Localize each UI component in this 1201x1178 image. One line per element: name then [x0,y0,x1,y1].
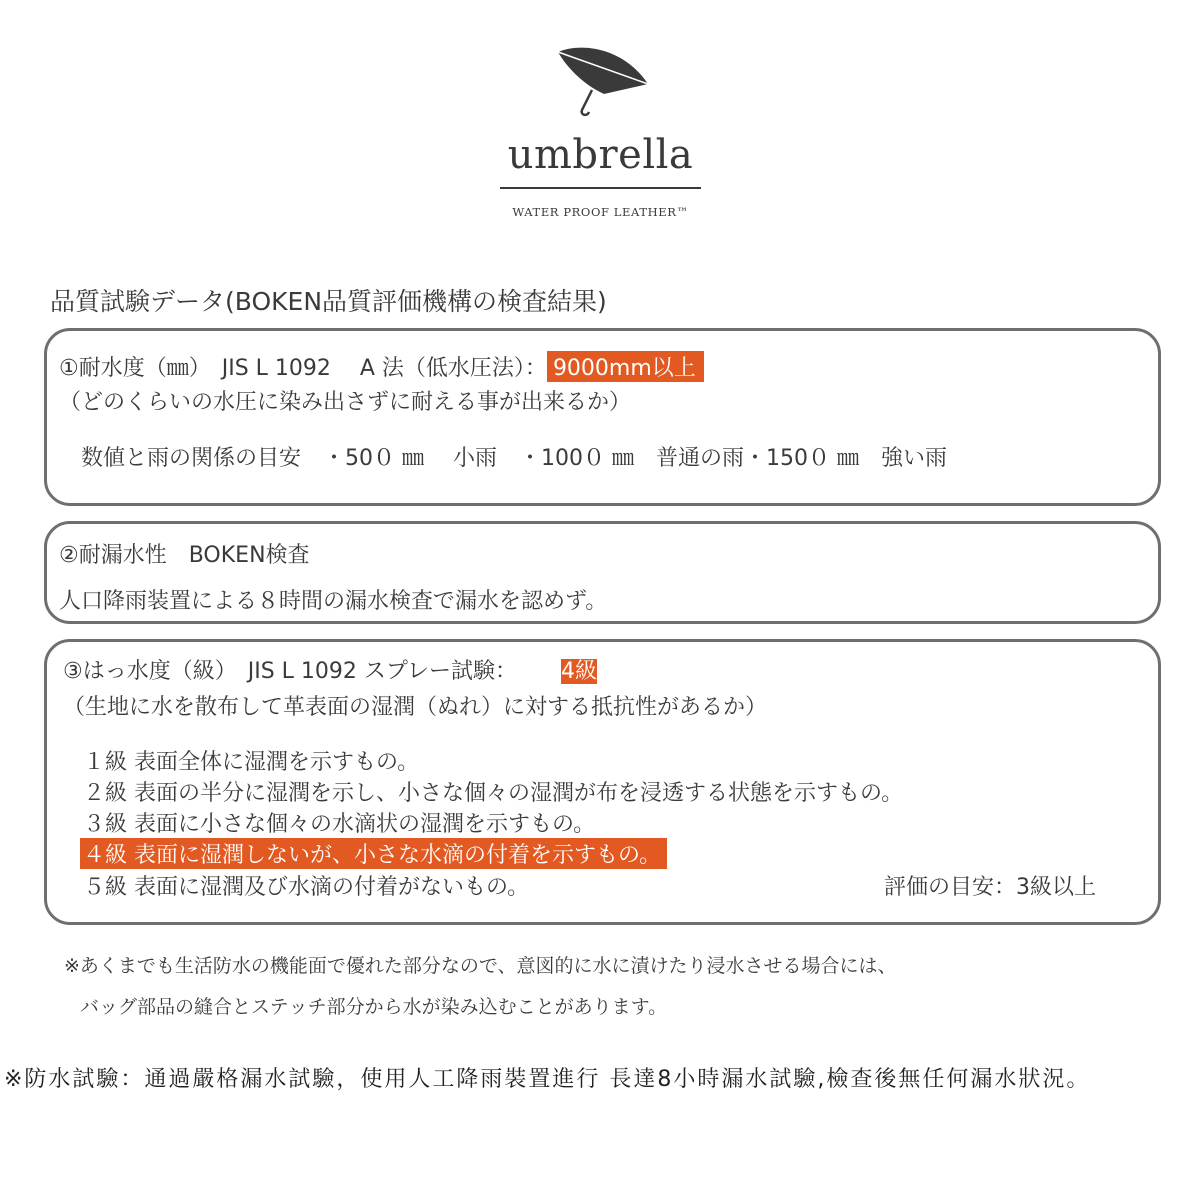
section1-subtitle: （どのくらいの水圧に染み出さずに耐える事が出来るか） [59,390,632,415]
section1-guide: 数値と雨の関係の目安 ・50０ ㎜ 小雨 ・100０ ㎜ 普通の雨・150０ ㎜ 強い雨 [81,446,947,471]
brand-tagline: WATER PROOF LEATHER™ [512,205,689,219]
footer-summary: ※防水試驗：通過嚴格漏水試驗，使用人工降雨裝置進行 長達8小時漏水試驗,檢查後無任何漏水狀況。 [4,1067,1091,1092]
section2-title: ②耐漏水性 BOKEN検査 [59,543,310,568]
section1-result-badge: 9000mm以上 [547,351,704,382]
section3-result-badge: 4級 [561,659,598,684]
section3-title-row [63,654,597,685]
brand-wordmark: umbrella [507,132,694,178]
grade-item-2: ２級 表面の半分に湿潤を示し、小さな個々の湿潤が布を浸透する状態を示すもの。 [83,781,904,806]
brand-logo [0,40,1201,230]
note-line-1: ※あくまでも生活防水の機能面で優れた部分なので、意図的に水に漬けたり浸水させる場合には、 [64,955,897,977]
grade-item-5: ５級 表面に湿潤及び水滴の付着がないもの。 [83,875,530,900]
grade-item-3: ３級 表面に小さな個々の水滴状の湿潤を示すもの。 [83,812,596,837]
section3-title: ③はっ水度（級） JIS L 1092 スプレー試験： [63,659,518,684]
grade-item-1: １級 表面全体に湿潤を示すもの。 [83,750,420,775]
grade-item-4-highlighted: ４級 表面に湿潤しないが、小さな水滴の付着を示すもの。 [80,838,667,869]
section-water-repellency [44,639,1161,925]
umbrella-icon [552,44,652,124]
page-heading: 品質試験データ(BOKEN品質評価機構の検査結果) [50,287,607,316]
note-line-2: バッグ部品の縫合とステッチ部分から水が染み込むことがあります。 [80,996,668,1018]
section-leak-test [44,521,1161,624]
brand-underline [500,187,701,189]
section1-title: ①耐水度（㎜） JIS L 1092 A 法（低水圧法）： [59,356,547,381]
section-water-resistance [44,328,1161,506]
evaluation-criterion: 評価の目安：3級以上 [884,875,1096,900]
section2-body: 人口降雨装置による８時間の漏水検査で漏水を認めず。 [59,589,608,614]
section3-subtitle: （生地に水を散布して革表面の湿潤（ぬれ）に対する抵抗性があるか） [63,695,768,720]
section1-title-row [59,351,704,382]
